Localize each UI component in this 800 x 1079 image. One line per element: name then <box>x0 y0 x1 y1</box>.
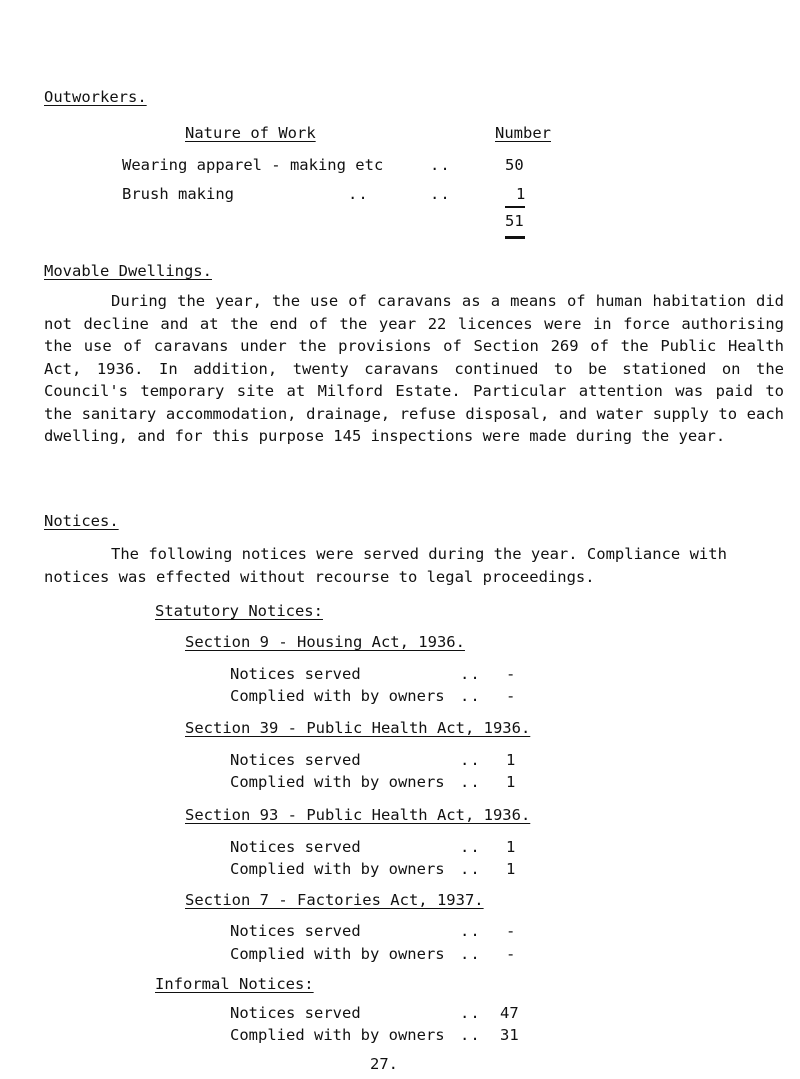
section-title: Section 9 - Housing Act, 1936. <box>185 633 465 651</box>
movable-dwellings-paragraph: During the year, the use of caravans as a means of human habitation did not decline and at the end of the year 22 licences were in force authorising the use of caravans under the provisions of Section 269 of the Public Health Act, 1936. In addition, twenty caravans continued to be stationed on the Council's temporary site at Milford Estate. Particular attention was paid to the sanitary accommodation, drainage, refuse disposal, and water supply to each dwelling, and for this purpose 145 inspections were made during the year. <box>44 292 784 445</box>
movable-dwellings-heading: Movable Dwellings. <box>44 262 212 280</box>
notices-heading: Notices. <box>44 512 119 530</box>
notices-served-value: - <box>506 922 516 940</box>
informal-served-value: 47 <box>500 1004 519 1022</box>
leader-dots: .. <box>460 945 481 963</box>
informal-notices-heading: Informal Notices: <box>155 975 314 993</box>
total-rule <box>505 206 525 208</box>
complied-label: Complied with by owners <box>230 860 445 878</box>
page-number: 27. <box>370 1055 398 1073</box>
complied-label: Complied with by owners <box>230 773 445 791</box>
section-title: Section 39 - Public Health Act, 1936. <box>185 719 531 737</box>
leader-dots: .. <box>460 838 481 856</box>
notices-served-value: - <box>506 665 516 683</box>
leader-dots: .. <box>460 773 481 791</box>
leader-dots: .. <box>460 751 481 769</box>
complied-value: - <box>506 687 516 705</box>
leader-dots: .. <box>460 1026 481 1044</box>
notices-served-label: Notices served <box>230 665 361 683</box>
statutory-notices-heading: Statutory Notices: <box>155 602 323 620</box>
nature-of-work-header: Nature of Work <box>185 124 316 142</box>
notices-served-label: Notices served <box>230 1004 361 1022</box>
leader-dots: .. <box>460 922 481 940</box>
notices-served-value: 1 <box>506 751 516 769</box>
complied-value: 1 <box>506 860 516 878</box>
leader-dots: .. <box>460 860 481 878</box>
complied-label: Complied with by owners <box>230 687 445 705</box>
leader-dots: .. <box>430 156 451 174</box>
notices-served-label: Notices served <box>230 751 361 769</box>
total-double-rule <box>505 236 525 239</box>
number-header: Number <box>495 124 551 142</box>
outworkers-total: 51 <box>505 212 524 230</box>
outworker-row-work: Wearing apparel - making etc <box>122 156 384 174</box>
leader-dots: .. <box>460 665 481 683</box>
outworker-row-work: Brush making <box>122 185 234 203</box>
section-title: Section 7 - Factories Act, 1937. <box>185 891 484 909</box>
outworker-row-number: 1 <box>516 185 526 203</box>
complied-value: 1 <box>506 773 516 791</box>
complied-label: Complied with by owners <box>230 1026 445 1044</box>
leader-dots: .. <box>460 1004 481 1022</box>
complied-label: Complied with by owners <box>230 945 445 963</box>
leader-dots: .. <box>430 185 451 203</box>
informal-complied-value: 31 <box>500 1026 519 1044</box>
leader-dots: .. <box>348 185 369 203</box>
notices-intro: The following notices were served during the year. Compliance with notices was effected without recourse to legal proceedings. <box>44 545 727 586</box>
notices-served-label: Notices served <box>230 838 361 856</box>
leader-dots: .. <box>460 687 481 705</box>
notices-served-value: 1 <box>506 838 516 856</box>
outworker-row-number: 50 <box>505 156 524 174</box>
notices-served-label: Notices served <box>230 922 361 940</box>
outworkers-heading: Outworkers. <box>44 88 147 106</box>
complied-value: - <box>506 945 516 963</box>
section-title: Section 93 - Public Health Act, 1936. <box>185 806 531 824</box>
